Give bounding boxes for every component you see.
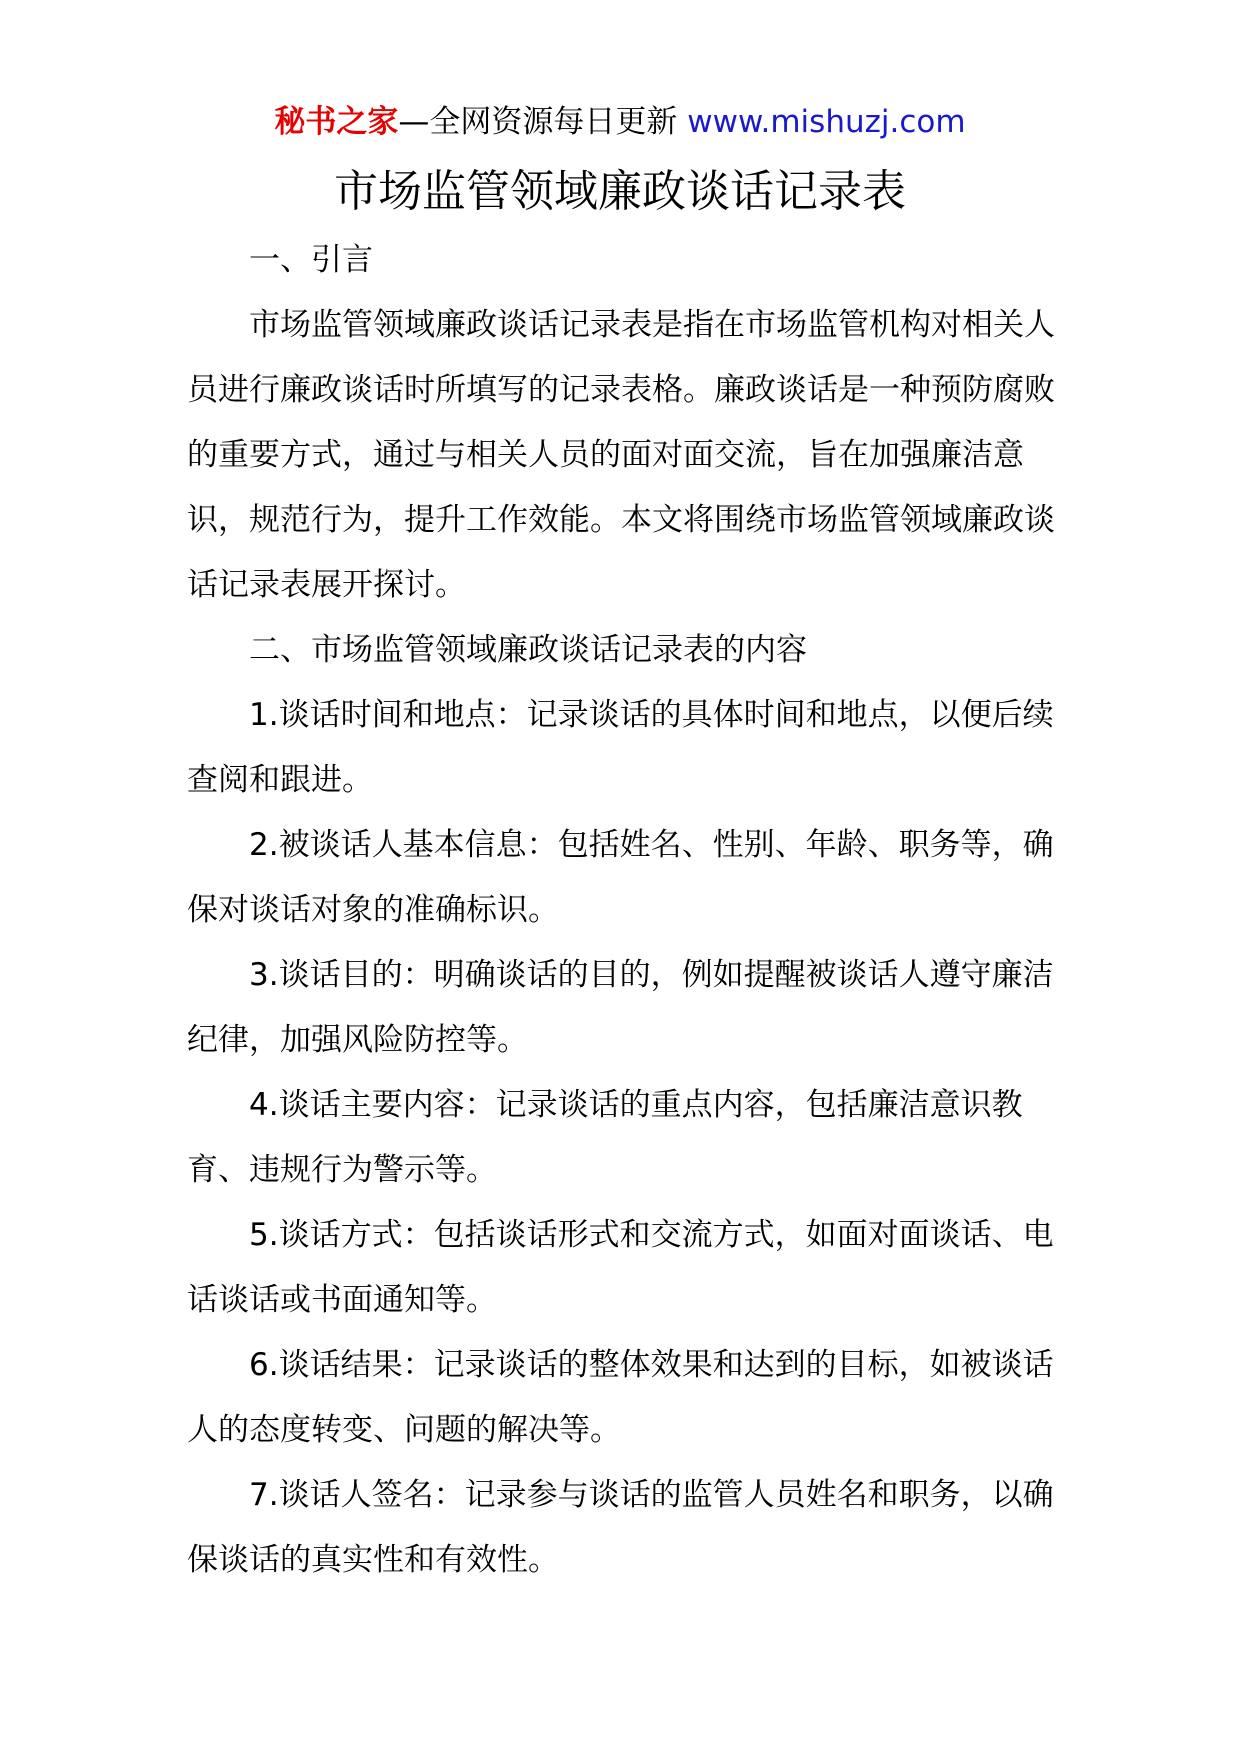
list-item-5: 5.谈话方式：包括谈话形式和交流方式，如面对面谈话、电话谈话或书面通知等。 [187, 1217, 1054, 1318]
site-url-link[interactable]: www.mishuzj.com [687, 104, 966, 140]
header-tagline: —全网资源每日更新 [398, 104, 678, 140]
paragraph-intro: 市场监管领域廉政谈话记录表是指在市场监管机构对相关人员进行廉政谈话时所填写的记录表格。廉政谈话是一种预防腐败的重要方式，通过与相关人员的面对面交流，旨在加强廉洁意识，规范行为，提升工作效能。本文将围绕市场监管领域廉政谈话记录表展开探讨。 [187, 307, 1055, 603]
document-title: 市场监管领域廉政谈话记录表 [334, 166, 906, 217]
site-header [0, 100, 1240, 144]
document-body [187, 228, 1067, 1593]
brand-name: 秘书之家 [274, 104, 399, 140]
list-item-2: 2.被谈话人基本信息：包括姓名、性别、年龄、职务等，确保对谈话对象的准确标识。 [187, 827, 1054, 928]
list-item-6: 6.谈话结果：记录谈话的整体效果和达到的目标，如被谈话人的态度转变、问题的解决等。 [187, 1347, 1054, 1448]
list-item-7: 7.谈话人签名：记录参与谈话的监管人员姓名和职务，以确保谈话的真实性和有效性。 [187, 1477, 1054, 1578]
section-heading-intro: 一、引言 [249, 242, 373, 278]
list-item-1: 1.谈话时间和地点：记录谈话的具体时间和地点，以便后续查阅和跟进。 [187, 697, 1054, 798]
list-item-4: 4.谈话主要内容：记录谈话的重点内容，包括廉洁意识教育、违规行为警示等。 [187, 1087, 1023, 1188]
list-item-3: 3.谈话目的：明确谈话的目的，例如提醒被谈话人遵守廉洁纪律，加强风险防控等。 [187, 957, 1054, 1058]
section-heading-content: 二、市场监管领域廉政谈话记录表的内容 [249, 632, 807, 668]
